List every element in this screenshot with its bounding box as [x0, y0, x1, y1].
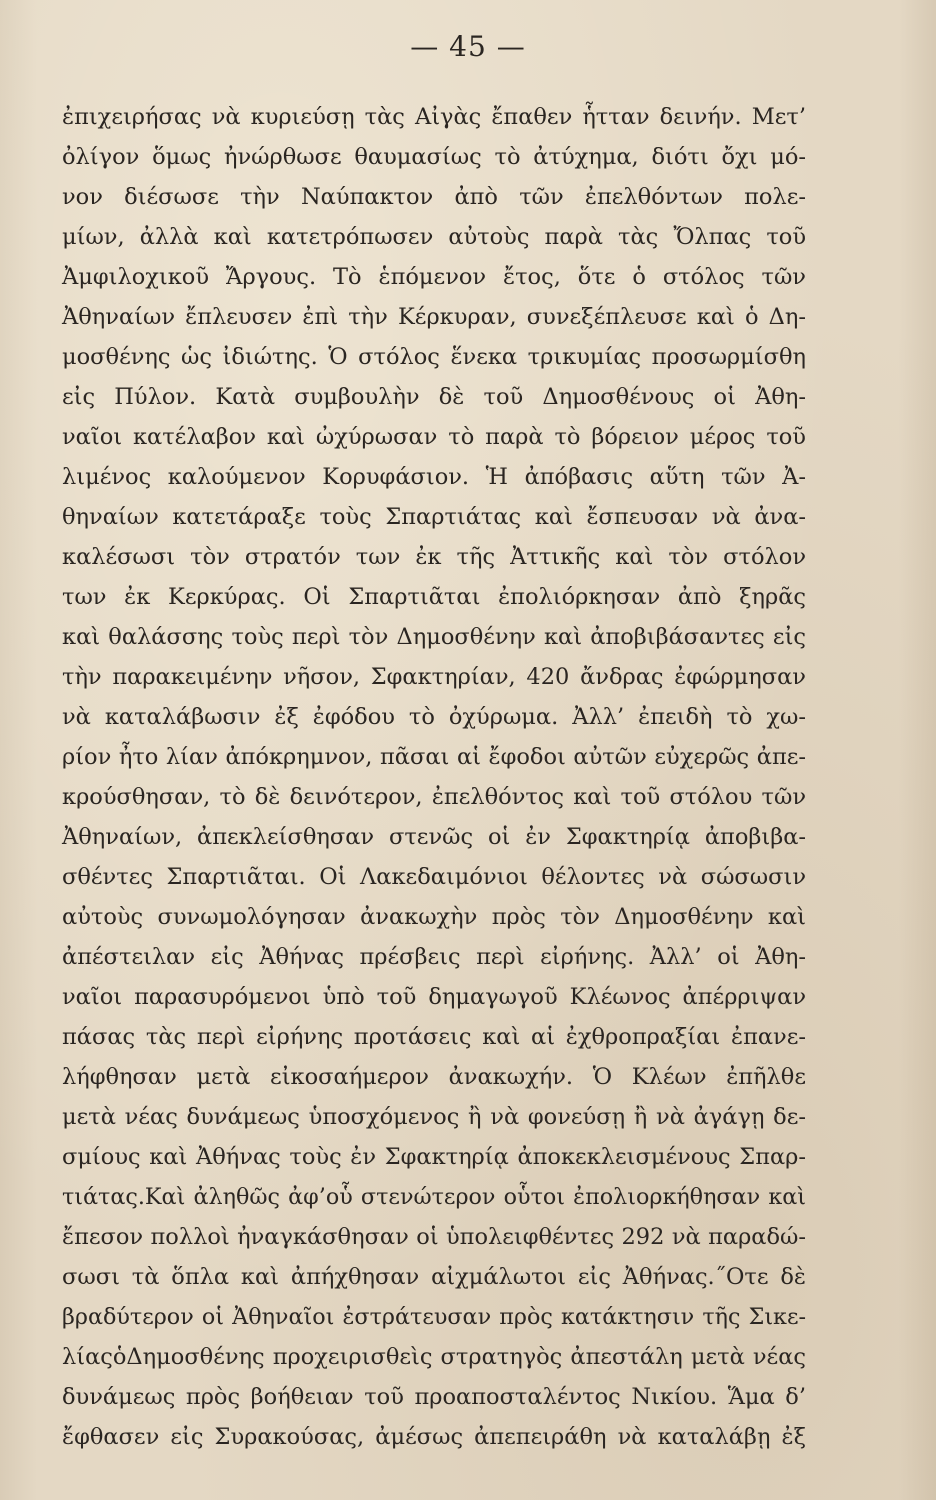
text-line: αὐτοὺς συνωμολόγησαν ἀνακωχὴν πρὸς τὸν Δημοσθένην καὶ: [62, 904, 806, 930]
text-line: λιμένος καλούμενον Κορυφάσιον. Ἡ ἀπόβασις αὕτη τῶν Ἀ-: [62, 464, 806, 490]
page-number: — 45 —: [410, 30, 526, 63]
text-line: Ἀθηναίων ἔπλευσεν ἐπὶ τὴν Κέρκυραν, συνεξέπλευσε καὶ ὁ Δη-: [62, 304, 806, 330]
text-line: βραδύτερον οἱ Ἀθηναῖοι ἐστράτευσαν πρὸς κατάκτησιν τῆς Σικε-: [62, 1304, 806, 1330]
text-line: λίαςὁΔημοσθένης προχειρισθεὶς στρατηγὸς ἀπεστάλη μετὰ νέας: [62, 1344, 806, 1370]
text-line: ναῖοι παρασυρόμενοι ὑπὸ τοῦ δημαγωγοῦ Κλέωνος ἀπέρριψαν: [62, 984, 806, 1010]
text-line: ἐπιχειρήσας νὰ κυριεύσῃ τὰς Αἰγὰς ἔπαθεν ἧτταν δεινήν. Μετ’: [62, 104, 806, 130]
text-line: ἔπεσον πολλοὶ ἠναγκάσθησαν οἱ ὑπολειφθέντες 292 νὰ παραδώ-: [62, 1224, 806, 1250]
body-text: [62, 97, 806, 1457]
text-line: κρούσθησαν, τὸ δὲ δεινότερον, ἐπελθόντος καὶ τοῦ στόλου τῶν: [62, 784, 806, 810]
text-line: των ἐκ Κερκύρας. Οἱ Σπαρτιᾶται ἐπολιόρκησαν ἀπὸ ξηρᾶς: [62, 584, 806, 610]
text-line: Ἀμφιλοχικοῦ Ἄργους. Τὸ ἑπόμενον ἔτος, ὅτε ὁ στόλος τῶν: [62, 264, 806, 290]
text-line: καὶ θαλάσσης τοὺς περὶ τὸν Δημοσθένην καὶ ἀποβιβάσαντες εἰς: [62, 624, 806, 650]
text-line: τιάτας.Καὶ ἀληθῶς ἀφ’οὗ στενώτερον οὗτοι ἐπολιορκήθησαν καὶ: [62, 1184, 806, 1210]
text-line: μετὰ νέας δυνάμεως ὑποσχόμενος ἢ νὰ φονεύσῃ ἢ νὰ ἀγάγῃ δε-: [62, 1104, 806, 1130]
text-line: ἀπέστειλαν εἰς Ἀθήνας πρέσβεις περὶ εἰρήνης. Ἀλλ’ οἱ Ἀθη-: [62, 944, 806, 970]
text-line: μίων, ἀλλὰ καὶ κατετρόπωσεν αὐτοὺς παρὰ τὰς Ὄλπας τοῦ: [62, 224, 806, 250]
text-line: Ἀθηναίων, ἀπεκλείσθησαν στενῶς οἱ ἐν Σφακτηρίᾳ ἀποβιβα-: [62, 824, 806, 850]
text-line: νον διέσωσε τὴν Ναύπακτον ἀπὸ τῶν ἐπελθόντων πολε-: [62, 184, 806, 210]
text-line: νὰ καταλάβωσιν ἐξ ἐφόδου τὸ ὀχύρωμα. Ἀλλ’ ἐπειδὴ τὸ χω-: [62, 704, 806, 730]
text-line: δυνάμεως πρὸς βοήθειαν τοῦ προαποσταλέντος Νικίου. Ἅμα δ’: [62, 1384, 806, 1410]
text-line: ὀλίγον ὅμως ἠνώρθωσε θαυμασίως τὸ ἀτύχημα, διότι ὄχι μό-: [62, 144, 806, 170]
text-line: ρίον ἦτο λίαν ἀπόκρημνον, πᾶσαι αἱ ἔφοδοι αὐτῶν εὐχερῶς ἀπε-: [62, 744, 806, 770]
text-line: τὴν παρακειμένην νῆσον, Σφακτηρίαν, 420 ἄνδρας ἐφώρμησαν: [62, 664, 806, 690]
text-line: λήφθησαν μετὰ εἰκοσαήμερον ἀνακωχήν. Ὁ Κλέων ἐπῆλθε: [62, 1064, 806, 1090]
text-line: καλέσωσι τὸν στρατόν των ἐκ τῆς Ἀττικῆς καὶ τὸν στόλον: [62, 544, 806, 570]
text-line: σμίους καὶ Ἀθήνας τοὺς ἐν Σφακτηρίᾳ ἀποκεκλεισμένους Σπαρ-: [62, 1144, 806, 1170]
text-line: εἰς Πύλον. Κατὰ συμβουλὴν δὲ τοῦ Δημοσθένους οἱ Ἀθη-: [62, 384, 806, 410]
text-line: θηναίων κατετάραξε τοὺς Σπαρτιάτας καὶ ἔσπευσαν νὰ ἀνα-: [62, 504, 806, 530]
text-line: σωσι τὰ ὅπλα καὶ ἀπήχθησαν αἰχμάλωτοι εἰς Ἀθήνας.˝Οτε δὲ: [62, 1264, 806, 1290]
text-line: πάσας τὰς περὶ εἰρήνης προτάσεις καὶ αἱ ἐχθροπραξίαι ἐπανε-: [62, 1024, 806, 1050]
text-line: ἔφθασεν εἰς Συρακούσας, ἀμέσως ἀπεπειράθη νὰ καταλάβῃ ἐξ: [62, 1424, 806, 1450]
text-line: ναῖοι κατέλαβον καὶ ὠχύρωσαν τὸ παρὰ τὸ βόρειον μέρος τοῦ: [62, 424, 806, 450]
text-line: σθέντες Σπαρτιᾶται. Οἱ Λακεδαιμόνιοι θέλοντες νὰ σώσωσιν: [62, 864, 806, 890]
text-line: μοσθένης ὡς ἰδιώτης. Ὁ στόλος ἕνεκα τρικυμίας προσωρμίσθη: [62, 344, 806, 370]
